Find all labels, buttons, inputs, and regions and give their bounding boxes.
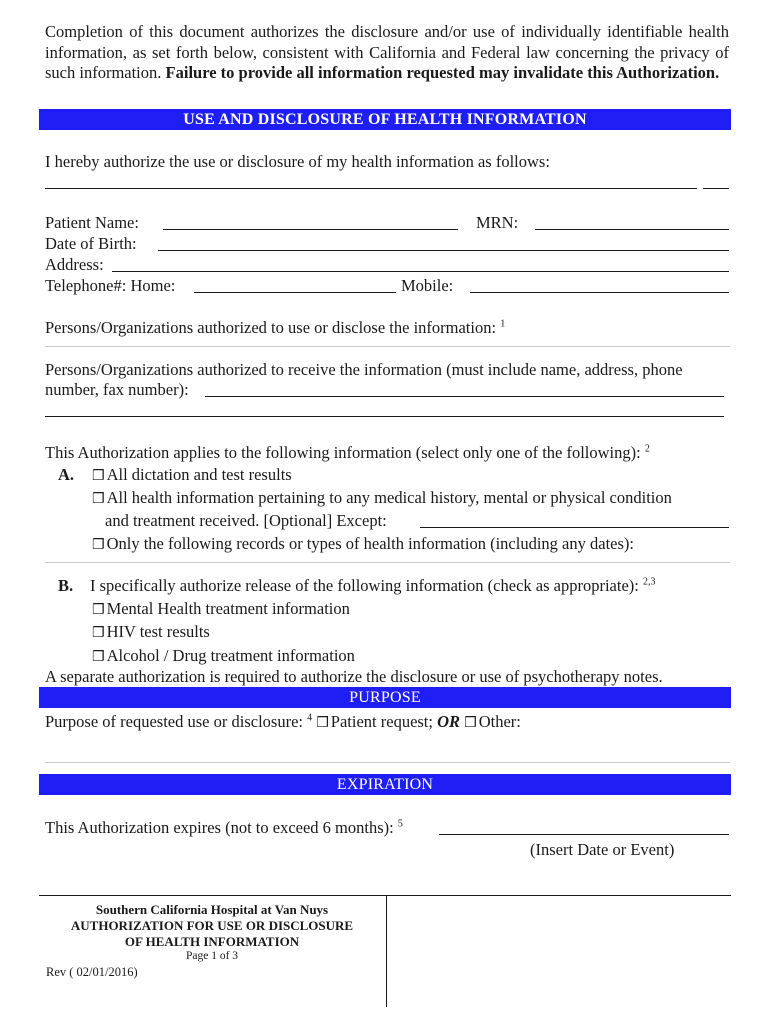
persons-use-field[interactable] — [45, 346, 730, 347]
patient-name-label: Patient Name: — [45, 213, 139, 232]
mrn-field[interactable] — [535, 229, 729, 230]
mobile-field[interactable] — [470, 292, 729, 293]
dob-label: Date of Birth: — [45, 234, 137, 253]
authorization-details-field-end[interactable] — [703, 188, 729, 189]
purpose-label: Purpose of requested use or disclosure: — [45, 712, 303, 731]
intro-text: Completion of this document authorizes the disclosure and/or use of individually identifiable health information, as set forth below, consistent with California and Federal law concerning the privacy of such information. — [45, 22, 729, 82]
option-a-item-3-label: Only the following records or types of health information (including any dates): — [106, 534, 634, 553]
checkbox-icon[interactable]: ❒ — [92, 649, 105, 665]
persons-use-label — [45, 318, 505, 338]
persons-use-text: Persons/Organizations authorized to use or disclose the information: — [45, 318, 497, 337]
option-b-item-2[interactable] — [92, 622, 210, 643]
footnote-ref: 5 — [397, 818, 403, 830]
option-a-item-1[interactable] — [92, 465, 292, 486]
telephone-home-field[interactable] — [194, 292, 396, 293]
persons-receive-field[interactable] — [205, 396, 724, 397]
section-header-use-disclosure: USE AND DISCLOSURE OF HEALTH INFORMATION — [39, 109, 731, 130]
expiration-field[interactable] — [439, 834, 729, 835]
option-b-marker: B. — [58, 576, 74, 595]
option-b-label — [90, 576, 655, 596]
authorize-statement: I hereby authorize the use or disclosure of my health information as follows: — [45, 152, 550, 171]
option-b-text: I specifically authorize release of the following information (check as appropriate): — [90, 576, 639, 595]
expiration-label — [45, 818, 403, 838]
purpose-other-field[interactable] — [45, 762, 730, 763]
footnote-ref: 2 — [644, 443, 650, 455]
option-a-item-3[interactable] — [92, 534, 634, 555]
patient-request-option[interactable]: Patient request; — [330, 712, 433, 731]
footnote-ref: 2,3 — [642, 576, 656, 588]
hospital-name: Southern California Hospital at Van Nuys — [95, 902, 329, 917]
address-label: Address: — [45, 255, 104, 274]
persons-receive-line2: number, fax number): — [45, 380, 189, 399]
expiration-text: This Authorization expires (not to exceed 6 months): — [45, 818, 394, 837]
intro-warning: Failure to provide all information requested may invalidate this Authorization. — [165, 63, 720, 82]
option-b-item-1[interactable] — [92, 599, 350, 620]
applies-text: This Authorization applies to the following information (select only one of the following): — [45, 443, 641, 462]
option-b-item-2-label: HIV test results — [106, 622, 210, 641]
purpose-row — [45, 712, 521, 733]
dob-field[interactable] — [158, 250, 729, 251]
footnote-ref: 4 — [307, 712, 313, 724]
checkbox-icon[interactable]: ❒ — [92, 625, 105, 641]
option-a-item-2-cont: and treatment received. [Optional] Except: — [105, 511, 387, 530]
page-number: Page 1 of 3 — [185, 950, 239, 962]
checkbox-icon[interactable]: ❒ — [464, 715, 477, 731]
option-a-item-2-label: All health information pertaining to any medical history, mental or physical condition — [106, 488, 672, 507]
section-header-purpose: PURPOSE — [39, 687, 731, 708]
footnote-ref: 1 — [500, 318, 506, 330]
option-b-item-3-label: Alcohol / Drug treatment information — [106, 646, 355, 665]
checkbox-icon[interactable]: ❒ — [316, 715, 329, 731]
mrn-label: MRN: — [476, 213, 519, 232]
checkbox-icon[interactable]: ❒ — [92, 468, 105, 484]
psychotherapy-note: A separate authorization is required to authorize the disclosure or use of psychotherapy notes. — [45, 667, 663, 686]
option-a-marker: A. — [58, 465, 75, 484]
telephone-home-label: Telephone#: Home: — [45, 276, 176, 295]
footer-hospital-block — [40, 902, 384, 950]
checkbox-icon[interactable]: ❒ — [92, 537, 105, 553]
applies-label — [45, 443, 650, 463]
revision-date: Rev ( 02/01/2016) — [46, 965, 138, 979]
mobile-label: Mobile: — [401, 276, 454, 295]
option-a-item-2[interactable] — [92, 488, 672, 509]
except-field[interactable] — [420, 527, 729, 528]
form-title-line2: OF HEALTH INFORMATION — [124, 934, 300, 949]
checkbox-icon[interactable]: ❒ — [92, 491, 105, 507]
checkbox-icon[interactable]: ❒ — [92, 602, 105, 618]
option-b-item-3[interactable] — [92, 646, 355, 667]
other-option[interactable]: Other: — [478, 712, 521, 731]
patient-name-field[interactable] — [163, 229, 458, 230]
address-field[interactable] — [112, 271, 729, 272]
persons-receive-line1: Persons/Organizations authorized to receive the information (must include name, address, phone — [45, 360, 683, 379]
footer-divider — [39, 895, 731, 896]
or-text: OR — [437, 712, 461, 731]
option-a-item-1-label: All dictation and test results — [106, 465, 292, 484]
patient-name-row — [45, 213, 139, 233]
records-types-field[interactable] — [45, 562, 730, 563]
persons-receive-field-2[interactable] — [45, 416, 724, 417]
expiration-hint: (Insert Date or Event) — [530, 840, 675, 859]
footer-vertical-divider — [386, 895, 387, 1007]
authorization-details-field[interactable] — [45, 188, 697, 189]
intro-paragraph — [45, 22, 729, 84]
form-title-line1: AUTHORIZATION FOR USE OR DISCLOSURE — [70, 918, 354, 933]
section-header-expiration: EXPIRATION — [39, 774, 731, 795]
option-b-item-1-label: Mental Health treatment information — [106, 599, 350, 618]
